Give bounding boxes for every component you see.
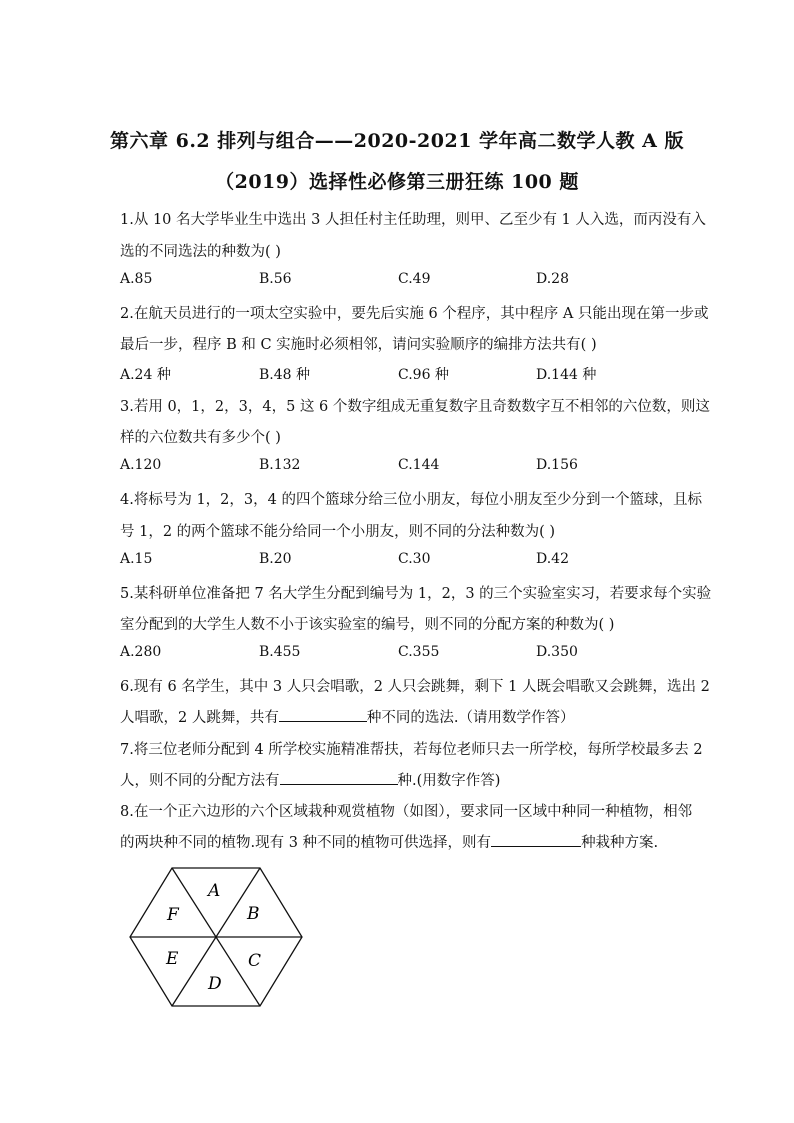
question-2-option-d: D.144 种 — [536, 367, 597, 383]
question-8-line-2 — [120, 831, 658, 852]
question-6-line-1: 6.现有 6 名学生，其中 3 人只会唱歌，2 人只会跳舞，剩下 1 人既会唱歌又会跳舞，选出 2 — [120, 679, 710, 695]
question-5-line-1: 5.某科研单位准备把 7 名大学生分配到编号为 1，2，3 的三个实验室实习，若要求每个实验 — [120, 586, 712, 602]
question-7-answer-blank[interactable] — [280, 770, 398, 785]
question-7-line-2 — [120, 769, 500, 790]
region-label-a: A — [208, 881, 221, 901]
question-3-option-c: C.144 — [398, 457, 440, 473]
region-label-d: D — [208, 974, 222, 994]
region-label-c: C — [248, 951, 262, 971]
question-6-text-after-blank: 种不同的选法.（请用数学作答） — [366, 710, 575, 726]
question-2-option-a: A.24 种 — [120, 367, 171, 383]
question-3-option-d: D.156 — [536, 457, 578, 473]
question-1-line-1: 1.从 10 名大学毕业生中选出 3 人担任村主任助理，则甲、乙至少有 1 人入选，而丙没有入 — [120, 212, 706, 228]
question-4-option-b: B.20 — [259, 551, 292, 567]
question-3-line-2: 样的六位数共有多少个( ) — [120, 430, 281, 446]
question-4-option-c: C.30 — [398, 551, 431, 567]
region-label-f: F — [167, 905, 179, 925]
question-4-line-1: 4.将标号为 1，2，3，4 的四个篮球分给三位小朋友，每位小朋友至少分到一个篮球，且标 — [120, 492, 702, 508]
question-8-answer-blank[interactable] — [491, 832, 581, 847]
question-1-line-2: 选的不同选法的种数为( ) — [120, 244, 281, 260]
question-5-option-c: C.355 — [398, 644, 440, 660]
region-label-b: B — [247, 904, 260, 924]
question-8-text-before-blank: 的两块种不同的植物.现有 3 种不同的植物可供选择，则有 — [120, 835, 492, 851]
question-2-option-b: B.48 种 — [259, 367, 311, 383]
question-5-option-b: B.455 — [259, 644, 301, 660]
question-3-option-a: A.120 — [120, 457, 162, 473]
hexagon-figure — [128, 866, 304, 1014]
question-1-option-a: A.85 — [120, 271, 153, 287]
region-label-e: E — [166, 949, 179, 969]
question-1-option-b: B.56 — [259, 271, 292, 287]
question-8-line-1: 8.在一个正六边形的六个区域栽种观赏植物（如图），要求同一区域中种同一种植物，相邻 — [120, 804, 693, 820]
question-2-line-2: 最后一步，程序 B 和 C 实施时必须相邻，请问实验顺序的编排方法共有( ) — [120, 337, 597, 353]
question-2-line-1: 2.在航天员进行的一项太空实验中，要先后实施 6 个程序，其中程序 A 只能出现在第一步或 — [120, 306, 709, 322]
question-5-line-2: 室分配到的大学生人数不小于该实验室的编号，则不同的分配方案的种数为( ) — [120, 617, 615, 633]
question-1-option-d: D.28 — [536, 271, 569, 287]
question-6-answer-blank[interactable] — [279, 707, 367, 722]
question-5-option-a: A.280 — [120, 644, 162, 660]
question-6-text-before-blank: 人唱歌，2 人跳舞，共有 — [120, 710, 279, 726]
question-7-text-before-blank: 人，则不同的分配方法有 — [120, 773, 280, 789]
document-title-line-1: 第六章 6.2 排列与组合——2020-2021 学年高二数学人教 A 版 — [109, 130, 685, 152]
question-7-text-after-blank: 种.(用数字作答) — [397, 773, 501, 789]
question-4-line-2: 号 1，2 的两个篮球不能分给同一个小朋友，则不同的分法种数为( ) — [120, 524, 556, 540]
question-7-line-1: 7.将三位老师分配到 4 所学校实施精准帮扶，若每位老师只去一所学校，每所学校最多去 2 — [120, 742, 703, 758]
question-4-option-d: D.42 — [536, 551, 569, 567]
question-4-option-a: A.15 — [120, 551, 153, 567]
question-5-option-d: D.350 — [536, 644, 578, 660]
question-2-option-c: C.96 种 — [398, 367, 449, 383]
question-3-option-b: B.132 — [259, 457, 301, 473]
document-title-line-2: （2019）选择性必修第三册狂练 100 题 — [215, 171, 579, 193]
question-1-option-c: C.49 — [398, 271, 431, 287]
question-3-line-1: 3.若用 0，1，2，3，4，5 这 6 个数字组成无重复数字且奇数数字互不相邻的六位数，则这 — [120, 399, 710, 415]
question-8-text-after-blank: 种栽种方案. — [581, 835, 659, 851]
question-6-line-2 — [120, 706, 574, 727]
